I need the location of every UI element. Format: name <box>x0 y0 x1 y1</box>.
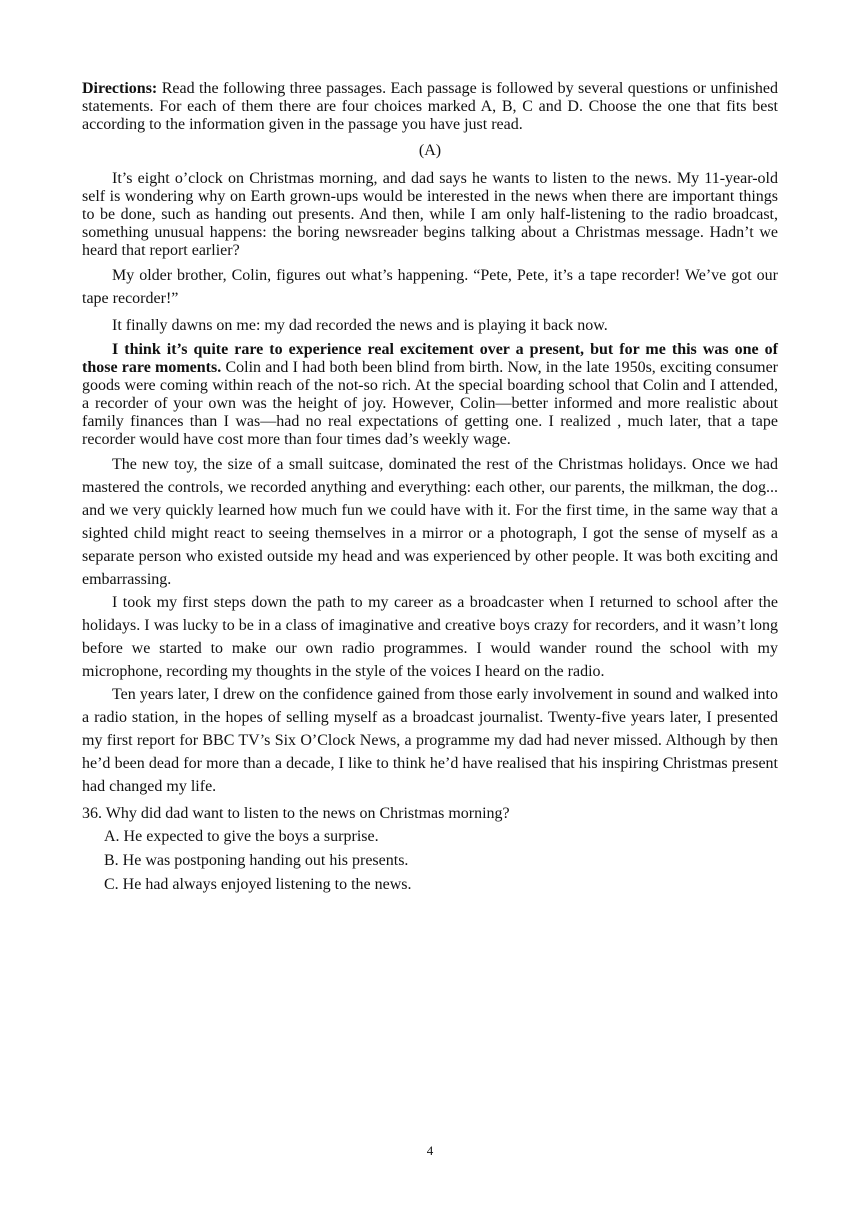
directions-label: Directions: <box>82 80 158 97</box>
paragraph-4 <box>82 341 778 449</box>
paragraph-7: Ten years later, I drew on the confidence gained from those early involvement in sound and walked into a radio station, in the hopes of selling myself as a broadcast journalist. Twenty-five years later, I presented my first report for BBC TV’s Six O’Clock News, a programme my dad had never missed. Although by then he’d been dead for more than a decade, I like to think he’d have realised that his inspiring Christmas present had changed my life. <box>82 686 778 795</box>
directions <box>82 80 778 134</box>
answer-options <box>82 825 778 897</box>
passage-label: (A) <box>418 142 442 159</box>
paragraph-5: The new toy, the size of a small suitcase, dominated the rest of the Christmas holidays. Once we had mastered the controls, we recorded anything and everything: each other, our parents, the milkman, the dog... and we very quickly learned how much fun we could have with it. For the first time, in the same way that a sighted child might react to seeing themselves in a mirror or a photograph, I got the sense of myself as a separate person who existed outside my head and was experienced by other people. It was both exciting and embarrassing. <box>82 456 778 588</box>
question-36: 36. Why did dad want to listen to the news on Christmas morning? <box>82 805 510 822</box>
paragraph-3: It finally dawns on me: my dad recorded the news and is playing it back now. <box>112 317 608 334</box>
page-number: 4 <box>426 1143 434 1158</box>
paragraph-6: I took my first steps down the path to my career as a broadcaster when I returned to school after the holidays. I was lucky to be in a class of imaginative and creative boys crazy for recorders, and it wasn’t long before we started to make our own radio programmes. I would wander round the school with my microphone, recording my thoughts in the style of the voices I heard on the radio. <box>82 594 778 680</box>
paragraph-1: It’s eight o’clock on Christmas morning, and dad says he wants to listen to the news. My 11-year-old self is wondering why on Earth grown-ups would be interested in the news when there are important things to be done, such as handing out presents. And then, while I am only half-listening to the radio broadcast, something unusual happens: the boring newsreader begins talking about a Christmas message. Hadn’t we heard that report earlier? <box>82 170 778 259</box>
directions-text: Read the following three passages. Each passage is followed by several questions or unfinished statements. For each of them there are four choices marked A, B, C and D. Choose the one that fits best according to the information given in the passage you have just read. <box>82 80 778 133</box>
option-a: A. He expected to give the boys a surprise. <box>104 828 379 845</box>
paragraph-2: My older brother, Colin, figures out what’s happening. “Pete, Pete, it’s a tape recorder! We’ve got our tape recorder!” <box>82 267 778 307</box>
option-b: B. He was postponing handing out his presents. <box>104 852 409 869</box>
document-page <box>82 80 778 897</box>
paragraph-4-rest: Colin and I had both been blind from birth. Now, in the late 1950s, exciting consumer goods were coming within reach of the not-so rich. At the special boarding school that Colin and I attended, a recorder of your own was the height of joy. However, Colin—better informed and more realistic about family finances than I was—had no real expectations of getting one. I realized , much later, that a tape recorder would have cost more than four times dad’s weekly wage. <box>82 359 779 448</box>
paragraph-4-bold: I think it’s quite rare to experience real excitement over a present, but for me this was one of those rare moments. <box>82 341 778 376</box>
option-c: C. He had always enjoyed listening to the news. <box>104 876 412 893</box>
